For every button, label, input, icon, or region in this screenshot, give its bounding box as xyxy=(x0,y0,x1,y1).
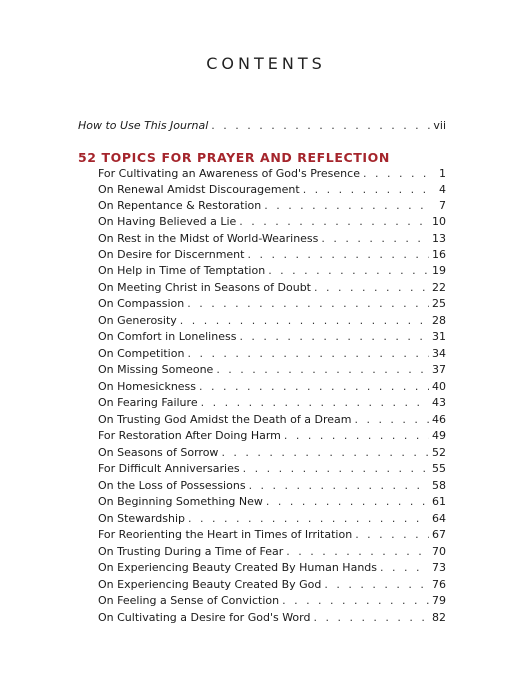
toc-entry-title: On Meeting Christ in Seasons of Doubt xyxy=(98,281,311,294)
toc-entry-page: 76 xyxy=(432,578,446,591)
toc-entry[interactable] xyxy=(0,412,532,428)
dot-leader xyxy=(180,313,429,329)
toc-entry-title: On Desire for Discernment xyxy=(98,248,245,261)
toc-entry-title: On Having Believed a Lie xyxy=(98,215,237,228)
toc-entry-title: On Stewardship xyxy=(98,512,185,525)
dot-leader xyxy=(282,593,429,609)
toc-entry-title: For Cultivating an Awareness of God's Presence xyxy=(98,167,360,180)
toc-entry[interactable] xyxy=(0,263,532,279)
toc-entry[interactable] xyxy=(0,593,532,609)
toc-entry[interactable] xyxy=(0,346,532,362)
toc-entry-title: On Feeling a Sense of Conviction xyxy=(98,594,280,607)
toc-entry-title: On Experiencing Beauty Created By Human Hands xyxy=(98,561,378,574)
dot-leader xyxy=(324,577,429,593)
toc-entry-title: On Cultivating a Desire for God's Word xyxy=(98,611,311,624)
toc-entry-page: 61 xyxy=(432,495,446,508)
toc-entry-page: 40 xyxy=(432,380,446,393)
toc-entry-page: 49 xyxy=(432,429,446,442)
toc-entry-page: 22 xyxy=(432,281,446,294)
toc-entry-page: 79 xyxy=(432,594,446,607)
toc-entry-page: 37 xyxy=(432,363,446,376)
toc-entry[interactable] xyxy=(0,231,532,247)
toc-entry[interactable] xyxy=(0,166,532,182)
toc-entry[interactable] xyxy=(0,478,532,494)
toc-entry[interactable] xyxy=(0,362,532,378)
toc-entry[interactable] xyxy=(0,198,532,214)
dot-leader xyxy=(239,329,429,345)
toc-entry-page: 25 xyxy=(432,297,446,310)
toc-entry[interactable] xyxy=(0,577,532,593)
toc-entry[interactable] xyxy=(0,428,532,444)
toc-entry[interactable] xyxy=(0,445,532,461)
toc-entry-title: On Trusting God Amidst the Death of a Dream xyxy=(98,413,352,426)
toc-entry[interactable] xyxy=(0,329,532,345)
dot-leader xyxy=(247,247,429,263)
dot-leader xyxy=(239,214,429,230)
toc-entry-title: For Difficult Anniversaries xyxy=(98,462,240,475)
toc-entry-title: On Renewal Amidst Discouragement xyxy=(98,183,300,196)
toc-entry-title: On Experiencing Beauty Created By God xyxy=(98,578,322,591)
dot-leader xyxy=(363,166,431,182)
toc-entry-page: 16 xyxy=(432,248,446,261)
toc-entry-page: vii xyxy=(433,119,446,132)
dot-leader xyxy=(313,610,429,626)
toc-entry-title: How to Use This Journal xyxy=(78,119,209,132)
toc-entry-title: On Beginning Something New xyxy=(98,495,263,508)
dot-leader xyxy=(221,445,429,461)
page-title: CONTENTS xyxy=(206,54,326,73)
toc-entry-title: On the Loss of Possessions xyxy=(98,479,246,492)
dot-leader xyxy=(314,280,429,296)
toc-entry[interactable] xyxy=(0,461,532,477)
toc-entry-title: On Repentance & Restoration xyxy=(98,199,262,212)
toc-entry-title: On Compassion xyxy=(98,297,185,310)
dot-leader xyxy=(266,494,429,510)
dot-leader xyxy=(380,560,429,576)
toc-entry[interactable] xyxy=(0,494,532,510)
toc-entry-page: 55 xyxy=(432,462,446,475)
dot-leader xyxy=(303,182,431,198)
toc-entry-page: 4 xyxy=(439,183,446,196)
toc-entry-title: On Competition xyxy=(98,347,185,360)
toc-entry-title: For Restoration After Doing Harm xyxy=(98,429,281,442)
toc-entry-title: On Generosity xyxy=(98,314,177,327)
toc-entry[interactable] xyxy=(0,395,532,411)
toc-entry[interactable] xyxy=(0,379,532,395)
toc-entry-page: 52 xyxy=(432,446,446,459)
toc-entry[interactable] xyxy=(0,511,532,527)
toc-entry-page: 28 xyxy=(432,314,446,327)
dot-leader xyxy=(249,478,429,494)
toc-entry[interactable] xyxy=(0,544,532,560)
toc-entry-title: On Seasons of Sorrow xyxy=(98,446,219,459)
toc-entry-title: On Rest in the Midst of World-Weariness xyxy=(98,232,319,245)
dot-leader xyxy=(187,346,429,362)
toc-entry[interactable] xyxy=(0,296,532,312)
toc-entry-page: 1 xyxy=(439,167,446,180)
toc-entry-page: 43 xyxy=(432,396,446,409)
toc-entry-page: 82 xyxy=(432,611,446,624)
dot-leader xyxy=(188,511,429,527)
toc-entry[interactable] xyxy=(0,560,532,576)
section-heading: 52 TOPICS FOR PRAYER AND REFLECTION xyxy=(78,150,390,165)
toc-entry-page: 34 xyxy=(432,347,446,360)
dot-leader xyxy=(264,198,431,214)
toc-entry-page: 7 xyxy=(439,199,446,212)
dot-leader xyxy=(216,362,429,378)
toc-entry-intro[interactable] xyxy=(0,118,532,134)
dot-leader xyxy=(201,395,429,411)
dot-leader xyxy=(321,231,429,247)
toc-entry-title: For Reorienting the Heart in Times of Irritation xyxy=(98,528,353,541)
dot-leader xyxy=(187,296,429,312)
dot-leader xyxy=(268,263,429,279)
toc-entry-title: On Trusting During a Time of Fear xyxy=(98,545,284,558)
toc-entry-page: 64 xyxy=(432,512,446,525)
toc-entry[interactable] xyxy=(0,527,532,543)
dot-leader xyxy=(243,461,429,477)
toc-entry-title: On Help in Time of Temptation xyxy=(98,264,266,277)
dot-leader xyxy=(354,412,429,428)
toc-entry-page: 73 xyxy=(432,561,446,574)
toc-entry-page: 46 xyxy=(432,413,446,426)
toc-entry-page: 58 xyxy=(432,479,446,492)
toc-entry[interactable] xyxy=(0,214,532,230)
toc-entry[interactable] xyxy=(0,247,532,263)
dot-leader xyxy=(355,527,429,543)
toc-entry[interactable] xyxy=(0,280,532,296)
toc-entry[interactable] xyxy=(0,313,532,329)
toc-entry-title: On Missing Someone xyxy=(98,363,214,376)
dot-leader xyxy=(199,379,429,395)
toc-entry-page: 19 xyxy=(432,264,446,277)
toc-entry-page: 10 xyxy=(432,215,446,228)
toc-entry-page: 67 xyxy=(432,528,446,541)
dot-leader xyxy=(284,428,429,444)
toc-entry-page: 70 xyxy=(432,545,446,558)
toc-entry[interactable] xyxy=(0,610,532,626)
toc-entry-page: 31 xyxy=(432,330,446,343)
toc-entry-title: On Homesickness xyxy=(98,380,197,393)
toc-entry-title: On Comfort in Loneliness xyxy=(98,330,237,343)
toc-entry[interactable] xyxy=(0,182,532,198)
toc-entry-title: On Fearing Failure xyxy=(98,396,198,409)
toc-entry-page: 13 xyxy=(432,232,446,245)
dot-leader xyxy=(286,544,429,560)
dot-leader xyxy=(211,118,430,134)
